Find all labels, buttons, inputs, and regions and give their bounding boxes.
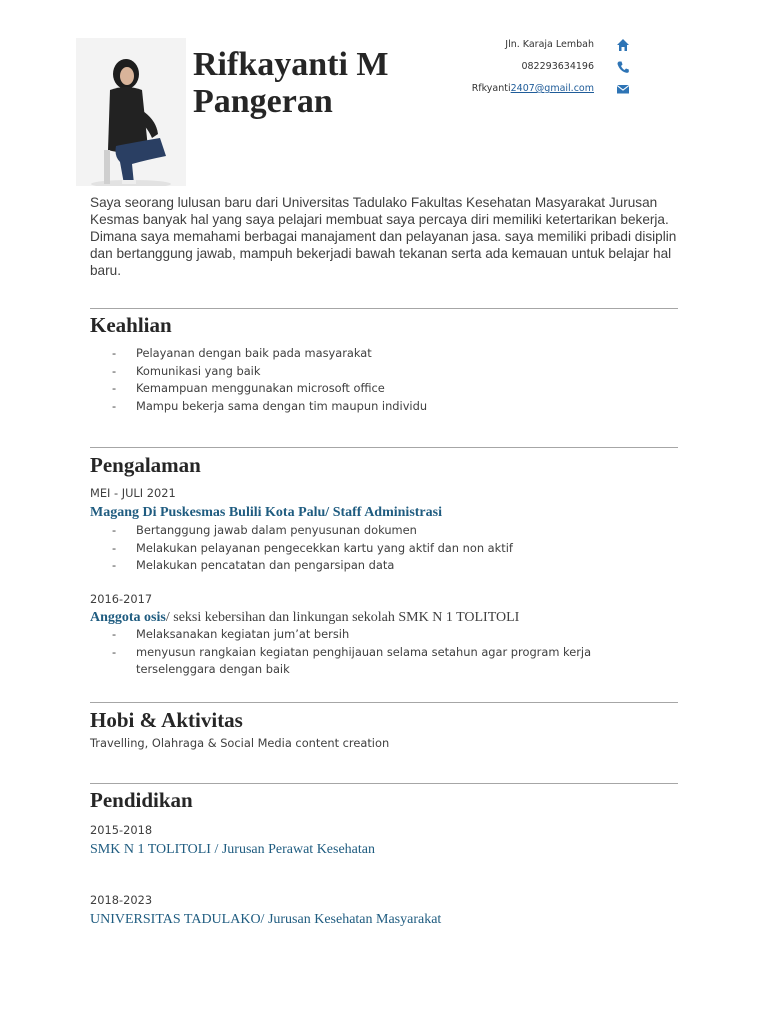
skill-item: - Komunikasi yang baik (90, 363, 696, 381)
job-role-detail: / seksi kebersihan dan linkungan sekolah SMK N 1 TOLITOLI (165, 610, 520, 625)
profile-summary: Saya seorang lulusan baru dari Universitas Tadulako Fakultas Kesehatan Masyarakat Jurusan Kesmas banyak hal yang saya pelajari membuat saya percaya diri memiliki ketertarikan bekerja. Dimana saya memahami berbagai manajament dan pelayanan jasa. saya memiliki pribadi disiplin dan bertanggung jawab, mampuh bekerjadi bawah tekanan serta ada kemauan untuk belajar hal baru. (90, 195, 677, 278)
job-role (90, 505, 442, 521)
job-role (90, 610, 519, 626)
job-role-title: Magang Di Puskesmas Bulili Kota Palu/ Staff Administrasi (90, 505, 442, 520)
section-divider (90, 308, 678, 309)
section-title-experience: Pengalaman (90, 453, 201, 477)
job-duty: - menyusun rangkaian kegiatan penghijauan selama setahun agar program kerja terselenggara dengan baik (90, 644, 666, 679)
job-duty: - Bertanggung jawab dalam penyusunan dokumen (90, 522, 696, 540)
section-divider (90, 447, 678, 448)
skill-item: - Kemampuan menggunakan microsoft office (90, 380, 696, 398)
home-icon (616, 38, 630, 52)
education-date: 2015-2018 (90, 823, 153, 837)
job-duty: - Melaksanakan kegiatan jum’at bersih (90, 626, 696, 644)
education-date: 2018-2023 (90, 893, 153, 907)
skill-item: - Pelayanan dengan baik pada masyarakat (90, 345, 696, 363)
candidate-name: Rifkayanti M Pangeran (193, 46, 389, 120)
section-divider (90, 702, 678, 703)
job-duties-list (90, 522, 696, 575)
section-title-skills: Keahlian (90, 313, 172, 337)
education-school: SMK N 1 TOLITOLI / Jurusan Perawat Kesehatan (90, 842, 376, 857)
contact-email[interactable] (472, 83, 594, 94)
job-date: MEI - JULI 2021 (90, 486, 176, 500)
profile-photo-illustration (76, 38, 186, 186)
job-duties-list (90, 626, 696, 679)
profile-photo (76, 38, 186, 186)
email-link[interactable]: 2407@gmail.com (510, 83, 594, 94)
section-title-education: Pendidikan (90, 788, 193, 812)
phone-icon (616, 60, 630, 74)
skills-list (90, 345, 696, 415)
email-prefix: Rfkyanti (471, 83, 511, 94)
contact-address: Jln. Karaja Lembah (505, 39, 594, 50)
contact-phone: 082293634196 (521, 61, 594, 72)
email-icon (616, 82, 630, 96)
section-divider (90, 783, 678, 784)
job-duty: - Melakukan pencatatan dan pengarsipan data (90, 557, 696, 575)
education-school: UNIVERSITAS TADULAKO/ Jurusan Kesehatan Masyarakat (90, 912, 442, 927)
job-role-title: Anggota osis (90, 610, 166, 625)
section-title-hobbies: Hobi & Aktivitas (90, 708, 243, 732)
hobbies-text: Travelling, Olahraga & Social Media content creation (90, 736, 390, 750)
skill-item: - Mampu bekerja sama dengan tim maupun individu (90, 398, 696, 416)
job-duty: - Melakukan pelayanan pengecekkan kartu yang aktif dan non aktif (90, 540, 696, 558)
job-date: 2016-2017 (90, 592, 153, 606)
